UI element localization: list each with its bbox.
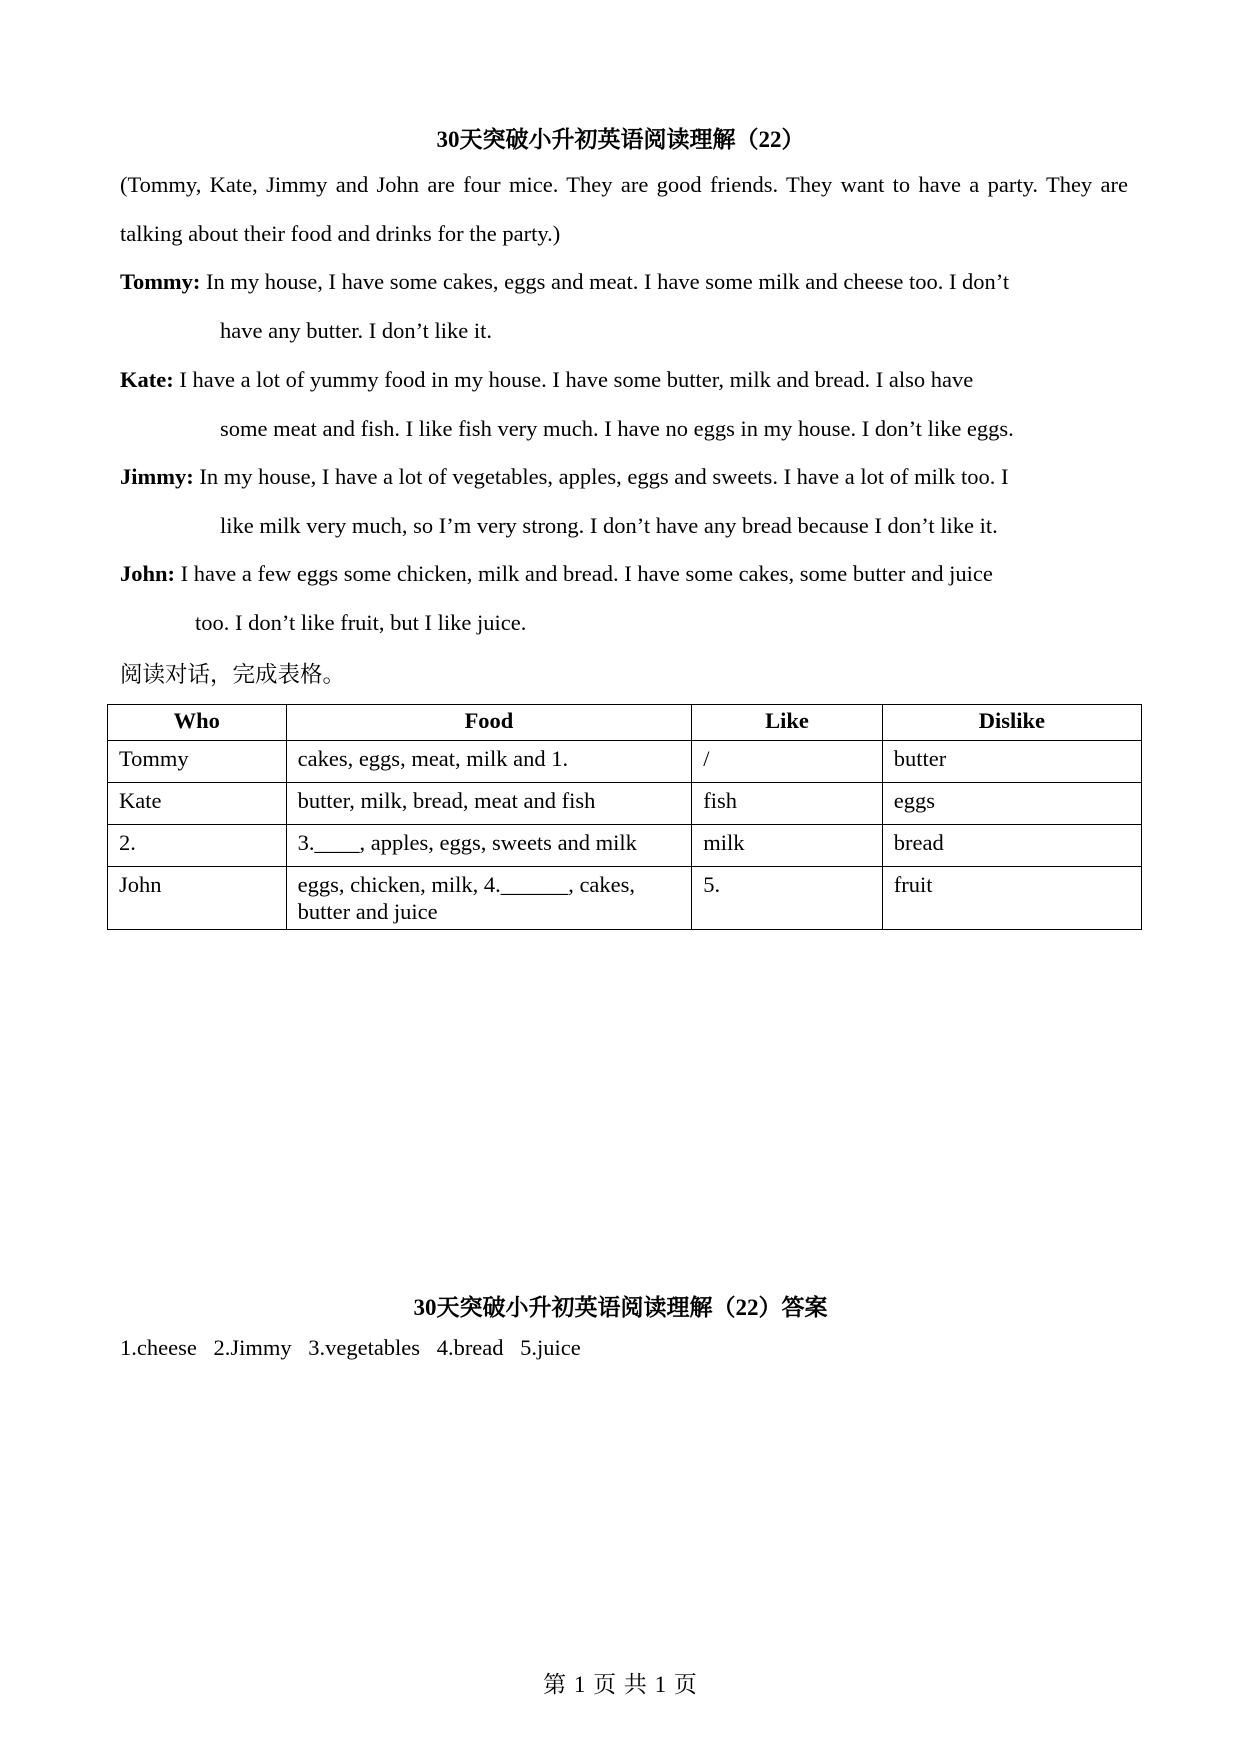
dialogue-line: some meat and fish. I like fish very much. I have no eggs in my house. I don’t like eggs.: [220, 416, 1014, 441]
dialogue-jimmy: [120, 452, 1128, 550]
cell-like: milk: [692, 825, 882, 867]
answer-item: 4.bread: [436, 1335, 504, 1360]
instruction-text: 阅读对话，完成表格。: [120, 662, 346, 687]
cell-dislike: fruit: [882, 867, 1141, 930]
cell-like: 5.: [692, 867, 882, 930]
cell-dislike: eggs: [882, 783, 1141, 825]
dialogue-line: too. I don’t like fruit, but I like juice.: [195, 610, 527, 635]
answer-item: 1.cheese: [120, 1335, 197, 1360]
speaker-name: Kate:: [120, 367, 174, 392]
table-row: [108, 783, 1142, 825]
answer-list: [120, 1335, 590, 1361]
dialogue-line: have any butter. I don’t like it.: [220, 318, 493, 343]
cell-who: Kate: [108, 783, 287, 825]
header-dislike: Dislike: [882, 705, 1141, 741]
cell-dislike: butter: [882, 741, 1141, 783]
dialogue-line: In my house, I have some cakes, eggs and meat. I have some milk and cheese too. I don’t: [206, 269, 1010, 294]
answer-table: [107, 704, 1142, 930]
answer-title: 30天突破小升初英语阅读理解（22）答案: [413, 1295, 828, 1320]
header-like: Like: [692, 705, 882, 741]
cell-who: 2.: [108, 825, 287, 867]
speaker-name: John:: [120, 561, 176, 586]
cell-dislike: bread: [882, 825, 1141, 867]
dialogue-line: I have a few eggs some chicken, milk and bread. I have some cakes, some butter and juice: [180, 561, 993, 586]
dialogue-line: In my house, I have a lot of vegetables, apples, eggs and sweets. I have a lot of milk too. I: [199, 464, 1009, 489]
dialogue-kate: [120, 355, 1128, 453]
answer-item: 2.Jimmy: [213, 1335, 292, 1360]
cell-like: /: [692, 741, 882, 783]
speaker-name: Jimmy:: [120, 464, 194, 489]
page-title: 30天突破小升初英语阅读理解（22）: [436, 127, 805, 152]
header-food: Food: [286, 705, 692, 741]
cell-food: cakes, eggs, meat, milk and 1.: [286, 741, 692, 783]
dialogue-john: [120, 549, 1128, 647]
table-row: [108, 867, 1142, 930]
dialogue-tommy: [120, 257, 1128, 355]
table-row: [108, 741, 1142, 783]
cell-who: John: [108, 867, 287, 930]
dialogue-line: I have a lot of yummy food in my house. I have some butter, milk and bread. I also have: [179, 367, 974, 392]
header-who: Who: [108, 705, 287, 741]
speaker-name: Tommy:: [120, 269, 201, 294]
answer-item: 5.juice: [520, 1335, 581, 1360]
table-row: [108, 825, 1142, 867]
cell-food: butter, milk, bread, meat and fish: [286, 783, 692, 825]
cell-who: Tommy: [108, 741, 287, 783]
table-header-row: [108, 705, 1142, 741]
answer-item: 3.vegetables: [308, 1335, 421, 1360]
intro-paragraph: (Tommy, Kate, Jimmy and John are four mice. They are good friends. They want to have a party. They are talking about their food and drinks for the party.): [120, 172, 1128, 246]
page-footer: 第 1 页 共 1 页: [543, 1672, 698, 1697]
dialogue-line: like milk very much, so I’m very strong. I don’t have any bread because I don’t like it.: [220, 513, 998, 538]
cell-food: eggs, chicken, milk, 4.______, cakes, butter and juice: [286, 867, 692, 930]
cell-food: 3.____, apples, eggs, sweets and milk: [286, 825, 692, 867]
cell-like: fish: [692, 783, 882, 825]
